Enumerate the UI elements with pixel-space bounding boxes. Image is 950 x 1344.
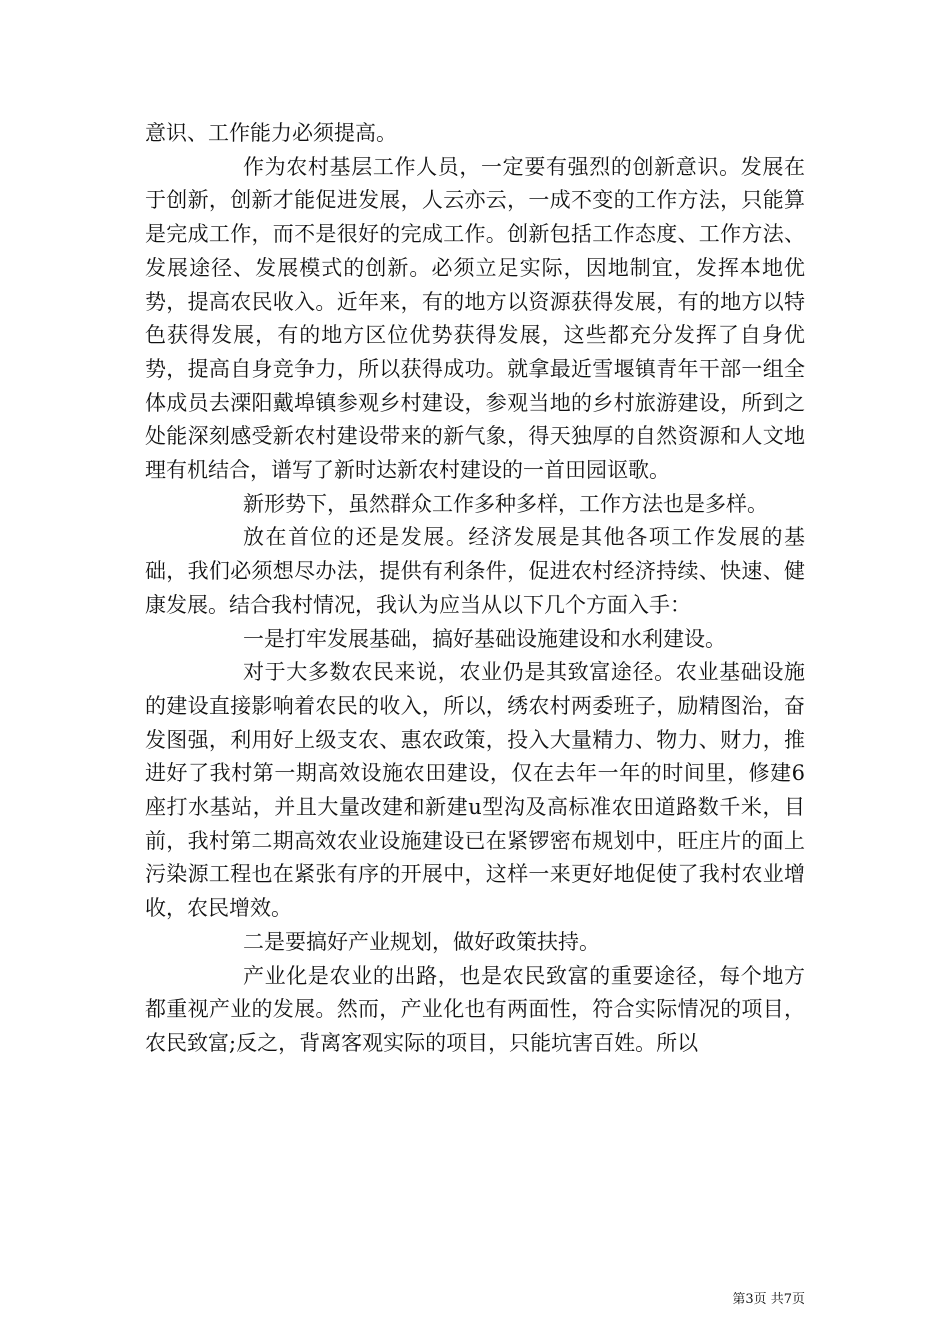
document-body — [145, 117, 805, 1061]
paragraph-industrialization: 产业化是农业的出路，也是农民致富的重要途径，每个地方都重视产业的发展。然而，产业化也有两面性，符合实际情况的项目，农民致富;反之，背离客观实际的项目，只能坑害百姓。所以 — [145, 963, 805, 1055]
paragraph-innovation: 作为农村基层工作人员，一定要有强烈的创新意识。发展在于创新，创新才能促进发展，人云亦云，一成不变的工作方法，只能算是完成工作，而不是很好的完成工作。创新包括工作态度、工作方法、发展途径、发展模式的创新。必须立足实际，因地制宜，发挥本地优势，提高农民收入。近年来，有的地方以资源获得发展，有的地方以特色获得发展，有的地方区位优势获得发展，这些都充分发挥了自身优势，提高自身竞争力，所以获得成功。就拿最近雪堰镇青年干部一组全体成员去溧阳戴埠镇参观乡村建设，参观当地的乡村旅游建设，所到之处能深刻感受新农村建设带来的新气象，得天独厚的自然资源和人文地理有机结合，谱写了新时达新农村建设的一首田园讴歌。 — [145, 154, 805, 483]
paragraph-continuation: 意识、工作能力必须提高。 — [145, 121, 397, 145]
paragraph-development-first: 放在首位的还是发展。经济发展是其他各项工作发展的基础，我们必须想尽办法，提供有利条件，促进农村经济持续、快速、健康发展。结合我村情况，我认为应当从以下几个方面入手： — [145, 525, 805, 617]
paragraph-point-one-heading: 一是打牢发展基础，搞好基础设施建设和水利建设。 — [243, 626, 726, 651]
paragraph-new-situation: 新形势下，虽然群众工作多种多样，工作方法也是多样。 — [243, 491, 768, 516]
page-number-footer: 第3页 共7页 — [732, 1292, 805, 1307]
paragraph-agriculture-infrastructure: 对于大多数农民来说，农业仍是其致富途径。农业基础设施的建设直接影响着农民的收入，所以，绣农村两委班子，励精图治，奋发图强，利用好上级支农、惠农政策，投入大量精力、物力、财力，推进好了我村第一期高效设施农田建设，仅在去年一年的时间里，修建6座打水基站，并且大量改建和新建u型沟及高标准农田道路数千米，目前，我村第二期高效农业设施建设已在紧锣密布规划中，旺庄片的面上污染源工程也在紧张有序的开展中，这样一来更好地促使了我村农业增收，农民增效。 — [145, 660, 805, 921]
paragraph-point-two-heading: 二是要搞好产业规划，做好政策扶持。 — [243, 929, 600, 954]
